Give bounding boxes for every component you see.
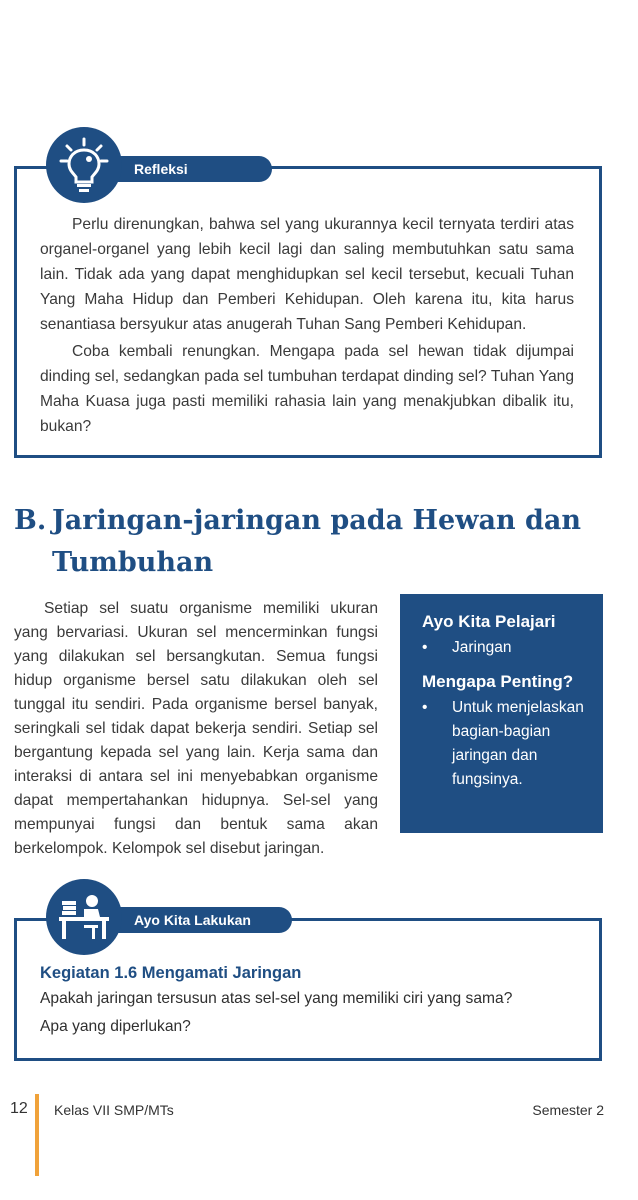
activity-question: Apa yang diperlukan?: [40, 1018, 191, 1035]
learning-heading: Ayo Kita Pelajari: [422, 612, 556, 631]
section-number: B.: [14, 505, 47, 536]
section-title-line2: Tumbuhan: [52, 547, 214, 578]
learning-item: • Jaringan: [422, 636, 589, 660]
learning-box: [400, 594, 603, 833]
reflection-tab: [96, 156, 272, 182]
section-title: [14, 500, 614, 584]
footer-semester-label: Semester 2: [532, 1102, 604, 1118]
reflection-paragraph: Coba kembali renungkan. Mengapa pada sel hewan tidak dijumpai dinding sel, sedangkan pada sel tumbuhan terdapat dinding sel? Tuhan Yang Maha Kuasa juga pasti memiliki rahasia lain yang menakjubkan dibalik itu, bukan?: [40, 343, 574, 435]
section-title-line1: Jaringan-jaringan pada Hewan dan: [52, 505, 581, 536]
importance-heading: Mengapa Penting?: [422, 672, 574, 691]
importance-item: • Untuk menjelaskan bagian-bagian jaringan dan fungsinya.: [422, 696, 589, 792]
importance-list: [422, 696, 589, 792]
footer-accent-bar: [35, 1094, 39, 1176]
activity-title: Kegiatan 1.6 Mengamati Jaringan: [40, 964, 302, 982]
activity-tab-label: Ayo Kita Lakukan: [134, 912, 251, 928]
section-body: Setiap sel suatu organisme memiliki ukuran yang bervariasi. Ukuran sel mencerminkan fungsi yang dilakukan sel bersangkutan. Semua fungsi hidup organisme bersel satu dilakukan oleh sel tunggal itu sendiri. Pada organisme bersel banyak, seringkali sel tidak dapat bekerja sendiri. Setiap sel bergantung kepada sel yang lain. Kerja sama dan interaksi di antara sel ini menyebabkan organisme dapat mempertahankan hidupnya. Sel-sel yang mempunyai fungsi dan bentuk sama akan berkelompok. Kelompok sel disebut jaringan.: [14, 600, 378, 857]
page-number: 12: [10, 1100, 28, 1117]
reflection-tab-label: Refleksi: [134, 161, 188, 177]
learning-list: [422, 636, 589, 660]
reflection-text: [40, 212, 574, 441]
lightbulb-icon: [46, 127, 122, 203]
activity-question: Apakah jaringan tersusun atas sel-sel yang memiliki ciri yang sama?: [40, 990, 513, 1007]
student-desk-icon: [46, 879, 122, 955]
activity-tab: [96, 907, 292, 933]
footer-class-label: Kelas VII SMP/MTs: [54, 1102, 174, 1118]
reflection-paragraph: Perlu direnungkan, bahwa sel yang ukurannya kecil ternyata terdiri atas organel-organel yang lebih kecil lagi dan saling membutuhkan satu sama lain. Tidak ada yang dapat menghidupkan sel kecil tersebut, kecuali Tuhan Yang Maha Hidup dan Pemberi Kehidupan. Oleh karena itu, kita harus senantiasa bersyukur atas anugerah Tuhan Sang Pemberi Kehidupan.: [40, 216, 574, 333]
